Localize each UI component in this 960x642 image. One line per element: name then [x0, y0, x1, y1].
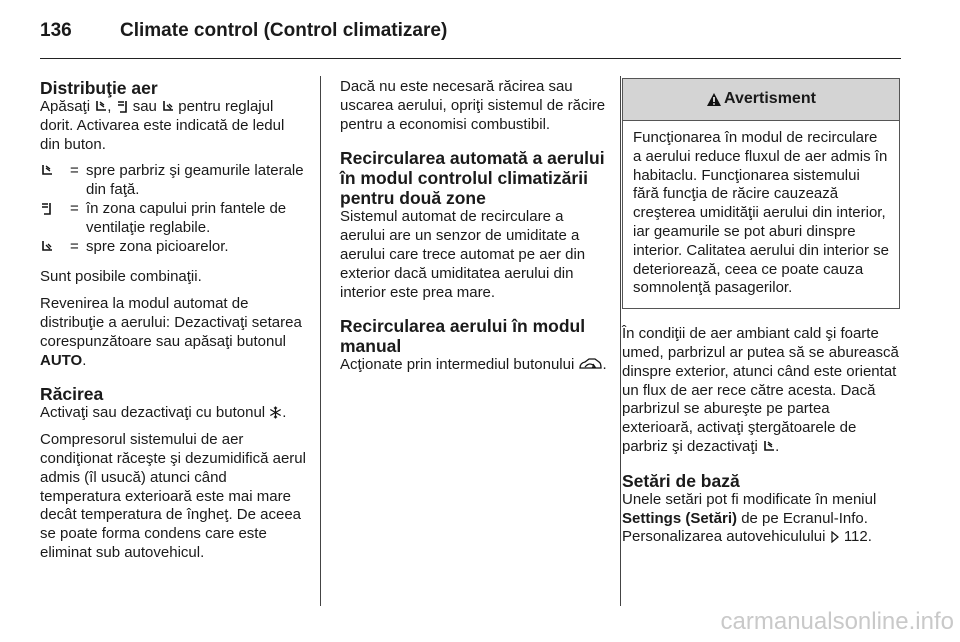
paragraph: Sunt posibile combinaţii. [40, 268, 202, 286]
windscreen-airflow-icon [762, 440, 775, 453]
warning-header [623, 79, 899, 121]
recirculation-icon [578, 358, 602, 371]
page-reference-icon [830, 531, 840, 543]
face-airflow-icon [40, 202, 53, 215]
heading-recirculare-manual: Recircularea aerului în modul manual [340, 316, 586, 357]
paragraph: Apăsaţi , sau pentru reglajul dorit. Activarea este indicată de ledul din buton. [40, 98, 285, 153]
column-divider [320, 76, 321, 606]
paragraph: Unele setări pot fi modificate în meniul Settings (Setări) de pe Ecranul-Info. Personalizarea autovehiculului 112. [622, 490, 877, 546]
warning-box [622, 78, 900, 309]
windscreen-airflow-icon [40, 164, 53, 177]
column-1 [40, 78, 308, 571]
column-divider [620, 76, 621, 606]
paragraph: Sistemul automat de recirculare a aerului are un senzor de umiditate a aerului care trece automat pe aer din exterior dacă umiditatea aerului din interior este prea mare. [340, 208, 586, 301]
heading-setari: Setări de bază [622, 470, 740, 491]
paragraph: Activaţi sau dezactivaţi cu butonul . [40, 404, 287, 422]
air-distribution-list [40, 162, 308, 256]
paragraph: Compresorul sistemului de aer condiţionat răceşte şi dezumidifică aerul admis (îl usucă) atunci când temperatura exterioară este mai mare decât temperatura de îngheţ. De aceea se poate forma condens care este eliminat sub autovehicul. [40, 431, 306, 561]
footwell-airflow-icon [40, 240, 53, 253]
page-title: Climate control (Control climatizare) [120, 20, 448, 41]
heading-distributie: Distribuţie aer [40, 78, 158, 98]
warning-text: Funcţionarea în modul de recirculare a aerului reduce fluxul de aer admis în habitaclu. Funcţionarea sistemului fără funcţia de răcire cauzează creşterea umidităţii aerului din interior, iar geamurile se pot aburi dinspre interior. Calitatea aerului din interior se deteriorează, ceea ce poate cauza somnolenţă pasagerilor. [633, 129, 889, 297]
list-item: = spre parbriz şi geamurile laterale din faţă. [40, 162, 308, 200]
footwell-airflow-icon [161, 100, 174, 113]
paragraph: Dacă nu este necesară răcirea sau uscarea aerului, opriţi sistemul de răcire pentru a economisi combustibil. [340, 78, 606, 133]
snowflake-icon [269, 406, 282, 419]
header-rule [40, 58, 901, 59]
warning-title: Avertisment [724, 90, 816, 108]
paragraph: În condiţii de aer ambiant cald şi foarte umed, parbrizul ar putea să se aburească dinspre exterior, atunci când este orientat un flux de aer rece către acesta. Dacă parbrizul se abureşte pe partea exterioară, activaţi ştergătoarele de parbriz şi dezactivaţi . [622, 325, 899, 455]
warning-triangle-icon [706, 92, 722, 107]
watermark: carmanualsonline.info [720, 608, 954, 635]
column-2 [340, 78, 608, 383]
list-item: = în zona capului prin fantele de ventilaţie reglabile. [40, 200, 308, 238]
paragraph: Acţionate prin intermediul butonului . [340, 356, 607, 374]
page-reference[interactable]: 112 [843, 528, 868, 546]
heading-racirea: Răcirea [40, 384, 104, 405]
heading-recirculare-automata: Recircularea automată a aerului în modul controlul climatizării pentru două zone [340, 148, 605, 209]
windscreen-airflow-icon [94, 100, 107, 113]
face-airflow-icon [116, 100, 129, 113]
list-item: = spre zona picioarelor. [40, 238, 308, 257]
paragraph: Revenirea la modul automat de distribuţie a aerului: Dezactivaţi setarea corespunzătoare sau apăsaţi butonul AUTO. [40, 295, 302, 369]
page-number: 136 [40, 20, 72, 41]
column-3 [622, 78, 900, 555]
